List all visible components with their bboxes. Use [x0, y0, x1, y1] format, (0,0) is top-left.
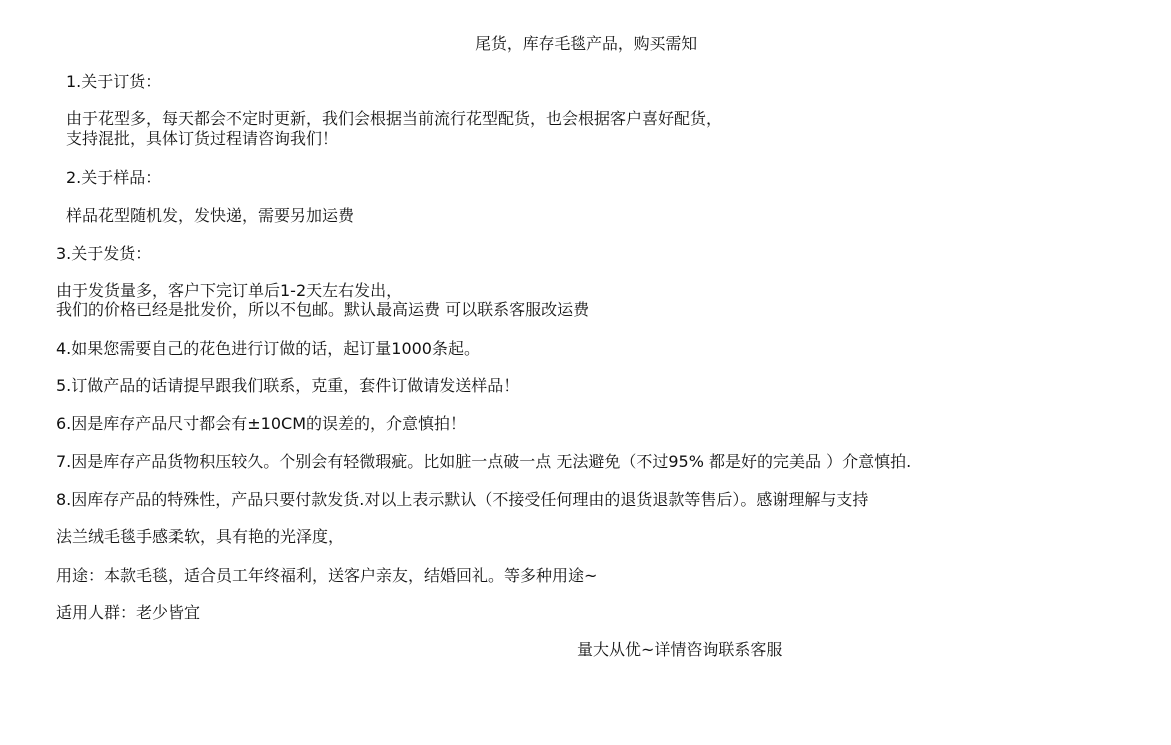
document-title: 尾货，库存毛毯产品，购买需知 [475, 34, 698, 53]
section-heading-samples: 2.关于样品： [66, 168, 162, 187]
section-body-line: 支持混批，具体订货过程请咨询我们！ [66, 129, 339, 148]
section-body-line: 由于花型多，每天都会不定时更新，我们会根据当前流行花型配货，也会根据客户喜好配货， [66, 109, 723, 128]
section-body-line: 由于发货量多，客户下完订单后1-2天左右发出， [56, 281, 403, 300]
note-item: 8.因库存产品的特殊性，产品只要付款发货.对以上表示默认（不接受任何理由的退货退款等售后）。感谢理解与支持 [56, 490, 869, 509]
section-body-line: 我们的价格已经是批发价，所以不包邮。默认最高运费 可以联系客服改运费 [56, 300, 590, 319]
note-item: 5.订做产品的话请提早跟我们联系，克重，套件订做请发送样品！ [56, 376, 520, 395]
note-item: 4.如果您需要自己的花色进行订做的话，起订量1000条起。 [56, 339, 480, 358]
product-description: 法兰绒毛毯手感柔软，具有艳的光泽度， [56, 527, 345, 546]
note-item: 6.因是库存产品尺寸都会有±10CM的误差的，介意慎拍！ [56, 414, 467, 433]
product-usage: 用途：本款毛毯，适合员工年终福利，送客户亲友，结婚回礼。等多种用途~ [56, 566, 598, 585]
note-item: 7.因是库存产品货物积压较久。个别会有轻微瑕疵。比如脏一点破一点 无法避免（不过95% 都是好的完美品 ）介意慎拍. [56, 452, 912, 471]
product-audience: 适用人群：老少皆宜 [56, 603, 201, 622]
footer-contact-note: 量大从优~详情咨询联系客服 [577, 640, 783, 659]
section-heading-shipping: 3.关于发货： [56, 244, 152, 263]
section-heading-ordering: 1.关于订货： [66, 72, 162, 91]
section-body-line: 样品花型随机发，发快递，需要另加运费 [66, 206, 355, 225]
